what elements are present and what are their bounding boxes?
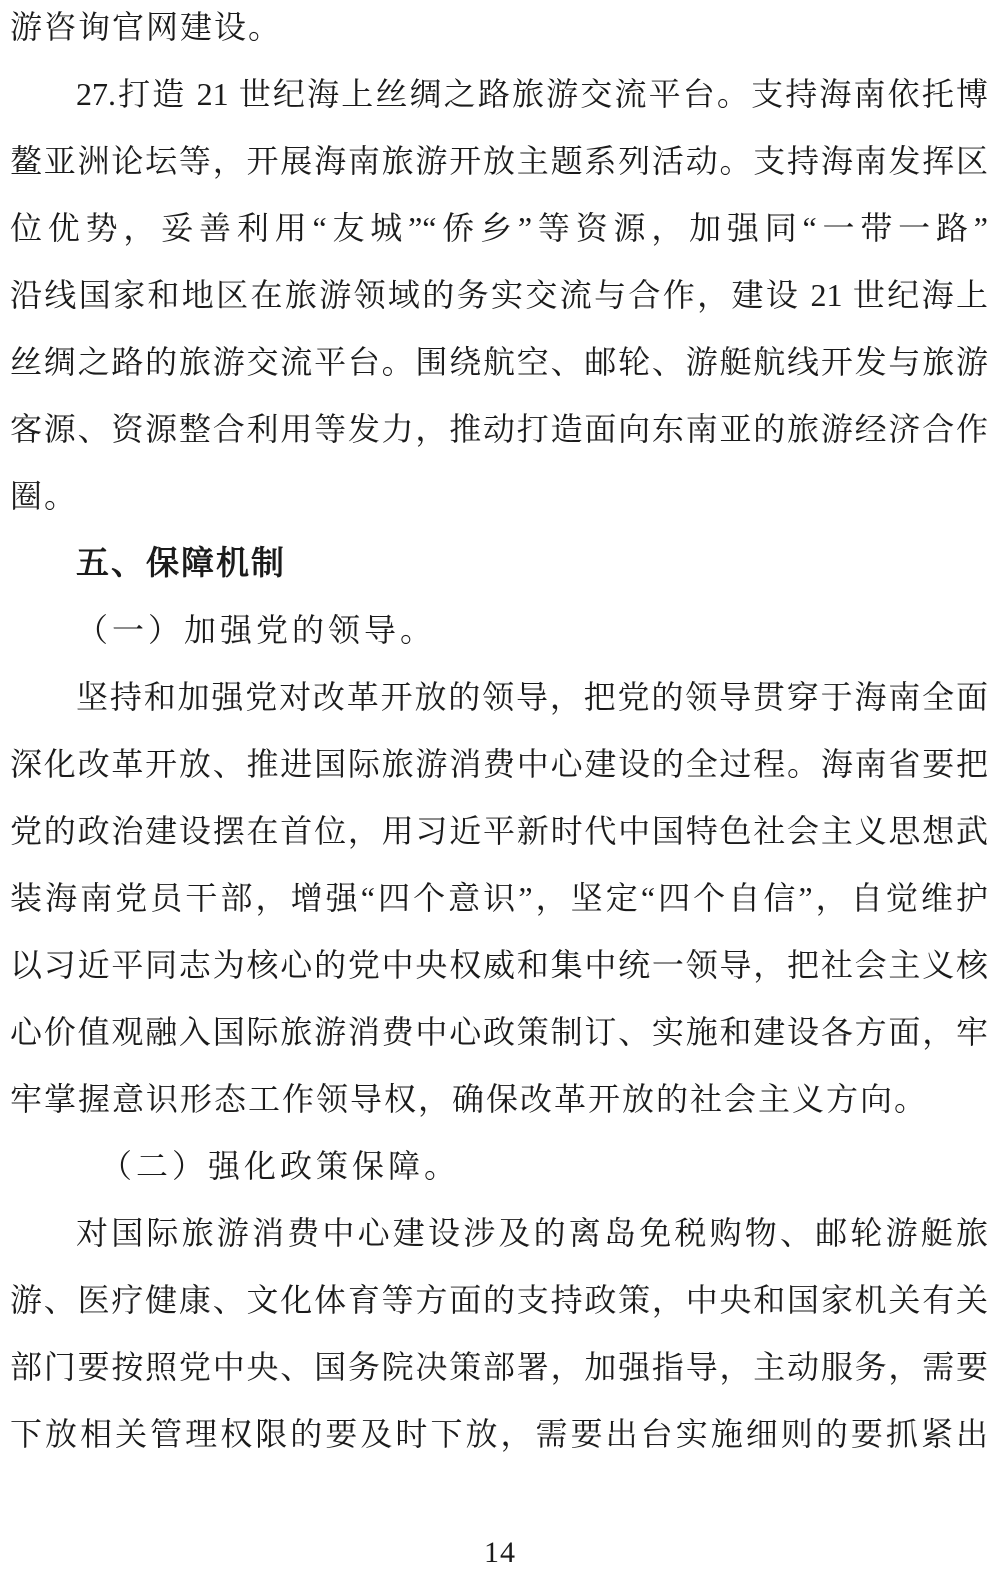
- text-line: 游、医疗健康、文化体育等方面的支持政策，中央和国家机关有关: [10, 1282, 988, 1318]
- text-line: 心价值观融入国际旅游消费中心政策制订、实施和建设各方面，牢: [10, 1014, 988, 1050]
- text-line: 游咨询官网建设。: [10, 9, 283, 45]
- text-line: 牢掌握意识形态工作领导权，确保改革开放的社会主义方向。: [10, 1081, 929, 1117]
- text-line: 党的政治建设摆在首位，用习近平新时代中国特色社会主义思想武: [10, 813, 988, 849]
- subsection-heading: （二）强化政策保障。: [100, 1148, 461, 1184]
- page-number: 14: [484, 1536, 516, 1569]
- text-line: 装海南党员干部，增强“四个意识”，坚定“四个自信”，自觉维护: [10, 880, 988, 916]
- text-line: 圈。: [10, 478, 79, 514]
- text-line: 下放相关管理权限的要及时下放，需要出台实施细则的要抓紧出: [10, 1416, 988, 1452]
- subsection-heading: （一）加强党的领导。: [76, 612, 437, 648]
- text-line: 对国际旅游消费中心建设涉及的离岛免税购物、邮轮游艇旅: [76, 1215, 988, 1251]
- text-line: 鳌亚洲论坛等，开展海南旅游开放主题系列活动。支持海南发挥区: [10, 143, 988, 179]
- text-line: 深化改革开放、推进国际旅游消费中心建设的全过程。海南省要把: [10, 746, 988, 782]
- text-line: 27.打造 21 世纪海上丝绸之路旅游交流平台。支持海南依托博: [76, 76, 988, 112]
- text-line: 以习近平同志为核心的党中央权威和集中统一领导，把社会主义核: [10, 947, 988, 983]
- text-line: 沿线国家和地区在旅游领域的务实交流与合作，建设 21 世纪海上: [10, 277, 988, 313]
- text-line: 位优势，妥善利用“友城”“侨乡”等资源，加强同“一带一路”: [10, 210, 988, 246]
- text-line: 丝绸之路的旅游交流平台。围绕航空、邮轮、游艇航线开发与旅游: [10, 344, 988, 380]
- text-line: 坚持和加强党对改革开放的领导，把党的领导贯穿于海南全面: [76, 679, 988, 715]
- text-line: 客源、资源整合利用等发力，推动打造面向东南亚的旅游经济合作: [10, 411, 988, 447]
- page-footer: [0, 1535, 1000, 1571]
- text-line: 部门要按照党中央、国务院决策部署，加强指导，主动服务，需要: [10, 1349, 988, 1385]
- section-heading: 五、保障机制: [76, 544, 286, 581]
